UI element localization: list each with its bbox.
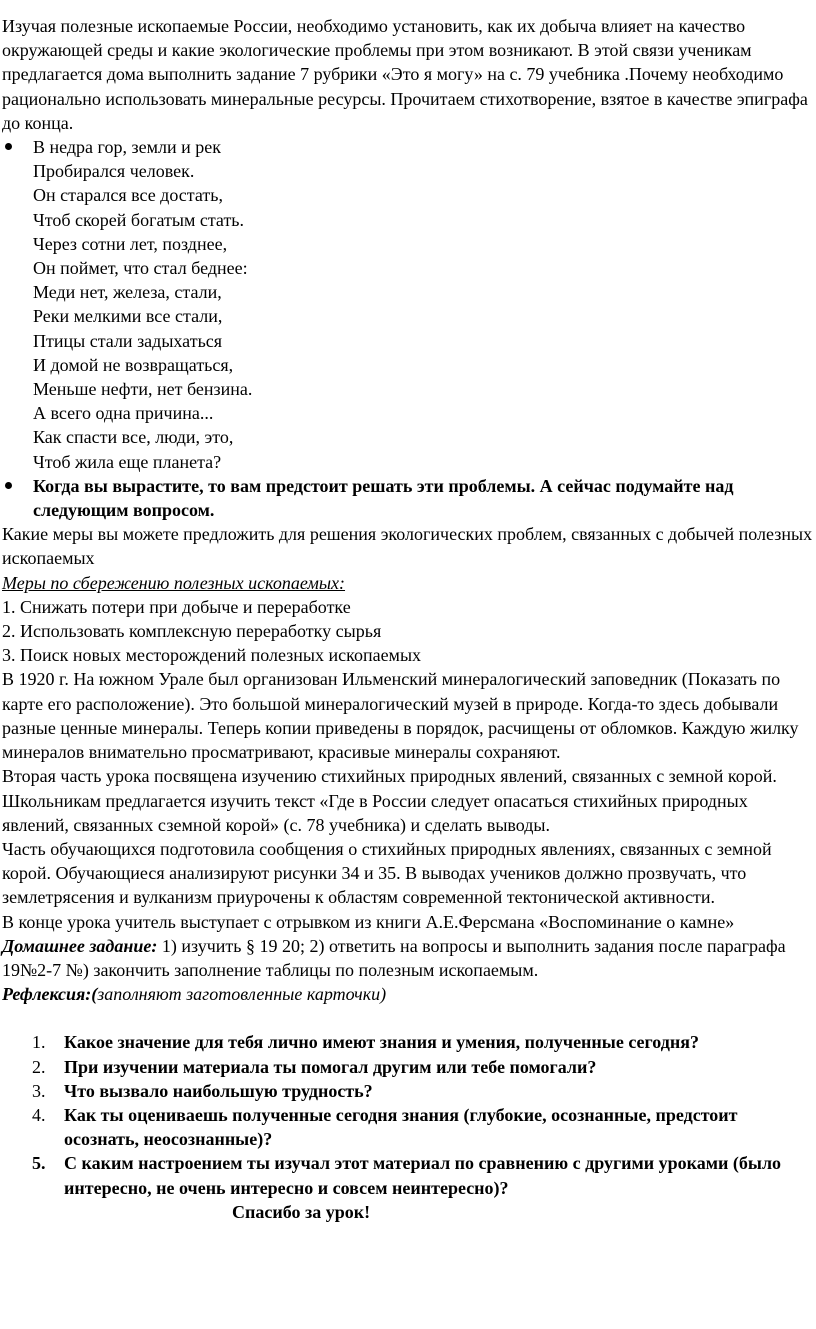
reflection-item [2, 1030, 814, 1054]
reflection-list [2, 1030, 814, 1199]
item-number: 1. [32, 1032, 46, 1053]
reflection-note: заполняют заготовленные карточки) [97, 984, 387, 1005]
reflection-label: Рефлексия:( [2, 984, 98, 1005]
body-paragraph: В конце урока учитель выступает с отрывком из книги А.Е.Ферсмана «Воспоминание о камне» [2, 911, 735, 932]
poem-line: Чтоб скорей богатым стать. [33, 209, 245, 230]
body-paragraph: В 1920 г. На южном Урале был организован Ильменский минералогический заповедник (Показать по карте его расположение). Это большой минералогический музей в природе. Когда-то здесь добывали разные ценные минералы. Теперь копии приведены в порядок, расчищены от обломков. Каждую жилку минералов внимательно просматривают, красивые минералы сохраняют. [2, 669, 799, 763]
question-paragraph: Какие меры вы можете предложить для решения экологических проблем, связанных с добычей полезных ископаемых [2, 524, 813, 569]
poem-line: А всего одна причина... [33, 403, 214, 424]
poem-line: Как спасти все, люди, это, [33, 427, 234, 448]
item-text: С каким настроением ты изучал этот материал по сравнению с другими уроками (было интересно, не очень интересно и совсем неинтересно)? [64, 1153, 782, 1198]
bullet-icon [5, 482, 12, 489]
spacer [2, 1006, 814, 1030]
item-text: При изучении материала ты помогал другим или тебе помогали? [64, 1056, 597, 1077]
poem-line: Он старался все достать, [33, 185, 223, 206]
item-number: 3. [32, 1080, 46, 1101]
homework-text: 1) изучить § 19 20; 2) ответить на вопросы и выполнить задания после параграфа 19№2-7 №) закончить заполнение таблицы по полезным ископаемым. [2, 935, 786, 980]
measure-item: 3. Поиск новых месторождений полезных ископаемых [2, 645, 422, 666]
body-paragraph: Вторая часть урока посвящена изучению стихийных природных явлений, связанных с земной корой. Школьникам предлагается изучить текст «Где в России следует опасаться стихийных природных явлений, связанных сземной корой» (с. 78 учебника) и сделать выводы. [2, 766, 777, 835]
reflection-item [2, 1079, 814, 1103]
reflection-heading [2, 982, 814, 1006]
item-text: Что вызвало наибольшую трудность? [64, 1080, 373, 1101]
item-number: 5. [32, 1153, 46, 1174]
measures-heading: Меры по сбережению полезных ископаемых: [2, 572, 346, 593]
reflection-item [2, 1151, 814, 1199]
reflection-item [2, 1055, 814, 1079]
poem-line: Меди нет, железа, стали, [33, 282, 222, 303]
poem-line: Реки мелкими все стали, [33, 306, 223, 327]
reflection-item [2, 1103, 814, 1151]
poem-line: Меньше нефти, нет бензина. [33, 379, 253, 400]
item-text: Какое значение для тебя лично имеют знания и умения, полученные сегодня? [64, 1032, 699, 1053]
poem-line: Чтоб жила еще планета? [33, 451, 222, 472]
poem-bullet [2, 135, 814, 474]
intro-paragraph: Изучая полезные ископаемые России, необходимо установить, как их добыча влияет на качество окружающей среды и какие экологические проблемы при этом возникают. В этой связи ученикам предлагается дома выполнить задание 7 рубрики «Это я могу» на с. 79 учебника .Почему необходимо рационально использовать минеральные ресурсы. Прочитаем стихотворение, взятое в качестве эпиграфа до конца. [2, 16, 808, 133]
poem-line: Через сотни лет, позднее, [33, 233, 228, 254]
thanks-text: Спасибо за урок! [232, 1201, 371, 1222]
poem-line: И домой не возвращаться, [33, 354, 234, 375]
homework-paragraph [2, 934, 814, 982]
poem-line: Он поймет, что стал беднее: [33, 258, 248, 279]
document-page [2, 14, 814, 1224]
bullet-icon [5, 143, 12, 150]
bold-bullet-text: Когда вы вырастите, то вам предстоит решать эти проблемы. А сейчас подумайте над следующим вопросом. [33, 475, 734, 521]
poem-line: Птицы стали задыхаться [33, 330, 223, 351]
body-paragraph: Часть обучающихся подготовила сообщения о стихийных природных явлениях, связанных с земной корой. Обучающиеся анализируют рисунки 34 и 35. В выводах учеников должно прозвучать, что землетрясения и вулканизм приурочены к областям современной тектонической активности. [2, 838, 772, 908]
measure-item: 2. Использовать комплексную переработку сырья [2, 621, 382, 642]
item-number: 2. [32, 1056, 46, 1077]
item-text: Как ты оцениваешь полученные сегодня знания (глубокие, осознанные, предстоит осознать, неосознанные)? [64, 1104, 738, 1150]
bold-bullet [2, 474, 814, 522]
measure-item: 1. Снижать потери при добыче и переработке [2, 596, 351, 617]
poem-line: Пробирался человек. [33, 161, 195, 182]
item-number: 4. [32, 1104, 46, 1125]
homework-label: Домашнее задание: [2, 935, 158, 956]
poem-line: В недра гор, земли и рек [33, 137, 221, 158]
